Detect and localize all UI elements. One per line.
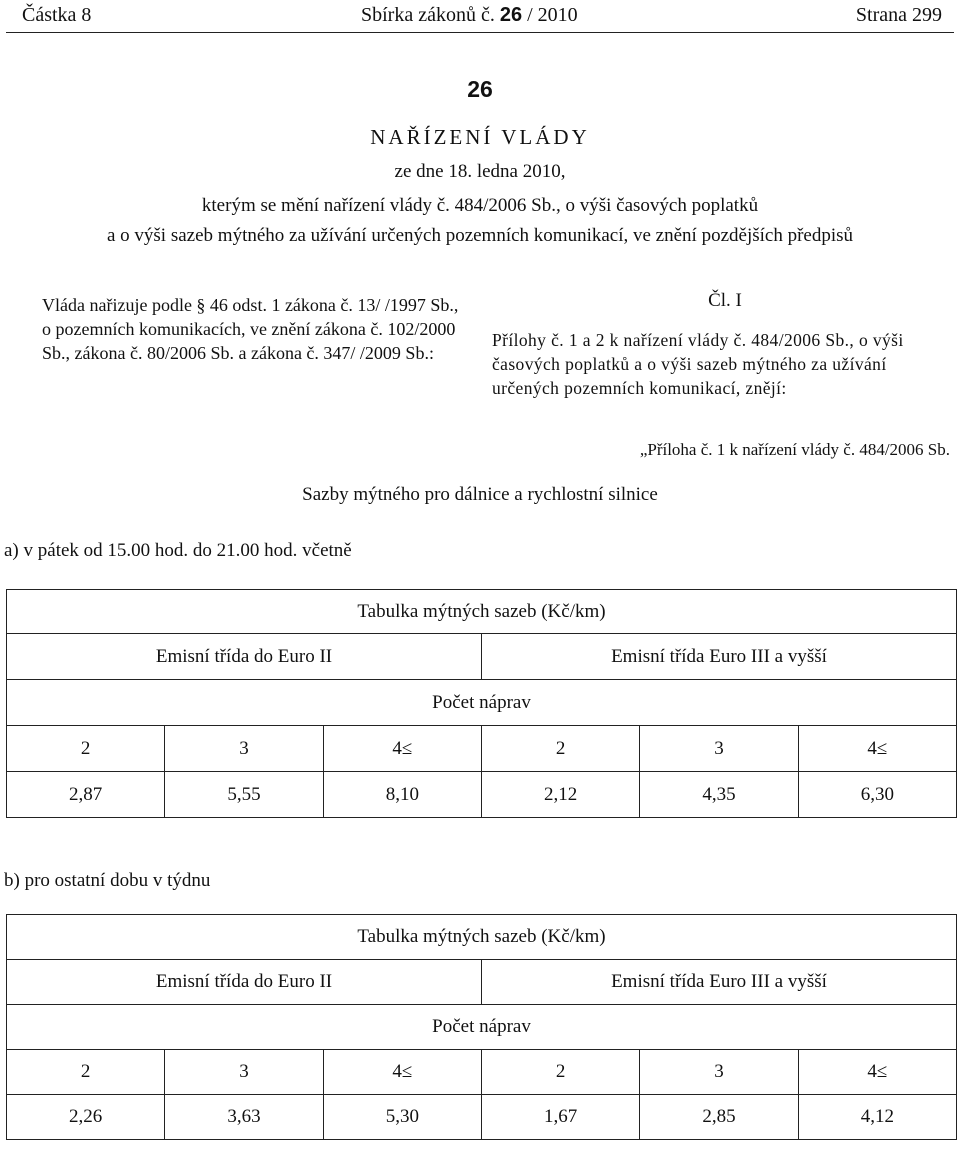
rates-row (7, 772, 957, 818)
rate-cell: 5,55 (165, 772, 323, 818)
table-title-row (7, 590, 957, 634)
table-title: Tabulka mýtných sazeb (Kč/km) (7, 915, 957, 960)
document-type: NAŘÍZENÍ VLÁDY (370, 125, 590, 149)
rate-table-b (6, 914, 957, 1140)
axles-cell: 2 (481, 1050, 639, 1095)
rate-cell: 2,85 (640, 1095, 798, 1140)
emission-class-row (7, 634, 957, 680)
document-number: 26 (467, 76, 493, 102)
axles-cell: 2 (481, 726, 639, 772)
axles-cell: 4≤ (323, 1050, 481, 1095)
emission-class-right: Emisní třída Euro III a vyšší (481, 960, 956, 1005)
section-b-label: b) pro ostatní dobu v týdnu (4, 870, 211, 891)
table-title-row (7, 915, 957, 960)
axles-label-row (7, 680, 957, 726)
rate-cell: 5,30 (323, 1095, 481, 1140)
article-text: Přílohy č. 1 a 2 k nařízení vlády č. 484/2006 Sb., o výši časových poplatků a o výši sazeb mýtného za užívání určených pozemních komunikací, znějí: (492, 330, 904, 398)
preamble (42, 293, 462, 365)
axles-row (7, 726, 957, 772)
emission-class-left: Emisní třída do Euro II (7, 634, 482, 680)
table-title: Tabulka mýtných sazeb (Kč/km) (7, 590, 957, 634)
rate-cell: 6,30 (798, 772, 956, 818)
rate-cell: 2,87 (7, 772, 165, 818)
axles-cell: 2 (7, 726, 165, 772)
article-heading: Čl. I (708, 290, 742, 311)
rate-cell: 8,10 (323, 772, 481, 818)
annex-reference: „Příloha č. 1 k nařízení vlády č. 484/2006 Sb. (639, 440, 950, 459)
rate-cell: 3,63 (165, 1095, 323, 1140)
running-header (6, 2, 954, 33)
rate-cell: 2,26 (7, 1095, 165, 1140)
axles-cell: 3 (165, 726, 323, 772)
header-collection-year: / 2010 (527, 4, 578, 26)
axles-cell: 3 (165, 1050, 323, 1095)
emission-class-row (7, 960, 957, 1005)
section-a-label: a) v pátek od 15.00 hod. do 21.00 hod. včetně (4, 540, 352, 561)
emission-class-left: Emisní třída do Euro II (7, 960, 482, 1005)
axles-cell: 3 (640, 1050, 798, 1095)
rates-row (7, 1095, 957, 1140)
axles-label: Počet náprav (7, 680, 957, 726)
article-body (492, 328, 957, 400)
document-date: ze dne 18. ledna 2010, (394, 161, 566, 182)
axles-cell: 4≤ (323, 726, 481, 772)
preamble-text: Vláda nařizuje podle § 46 odst. 1 zákona č. 13/ /1997 Sb., o pozemních komunikacích, ve znění zákona č. 102/2000 Sb., zákona č. 80/2006 Sb. a zákona č. 347/ /2009 Sb.: (42, 295, 459, 363)
emission-class-right: Emisní třída Euro III a vyšší (481, 634, 956, 680)
rate-table-a (6, 589, 957, 818)
rate-cell: 1,67 (481, 1095, 639, 1140)
axles-cell: 4≤ (798, 1050, 956, 1095)
header-page-number: Strana 299 (855, 4, 942, 26)
document-title-line-1: kterým se mění nařízení vlády č. 484/2006 Sb., o výši časových poplatků (201, 195, 759, 216)
axles-label: Počet náprav (7, 1005, 957, 1050)
header-collection-prefix: Sbírka zákonů č. (361, 4, 495, 26)
axles-cell: 3 (640, 726, 798, 772)
document-title-line-2: a o výši sazeb mýtného za užívání určených pozemních komunikací, ve znění pozdějších předpisů (106, 225, 854, 246)
axles-cell: 4≤ (798, 726, 956, 772)
header-collection-number: 26 (499, 4, 523, 26)
rate-cell: 2,12 (481, 772, 639, 818)
header-collection (361, 4, 578, 27)
rate-cell: 4,12 (798, 1095, 956, 1140)
header-part: Částka 8 (22, 4, 92, 26)
axles-row (7, 1050, 957, 1095)
axles-cell: 2 (7, 1050, 165, 1095)
annex-title: Sazby mýtného pro dálnice a rychlostní silnice (302, 484, 658, 505)
rate-cell: 4,35 (640, 772, 798, 818)
axles-label-row (7, 1005, 957, 1050)
